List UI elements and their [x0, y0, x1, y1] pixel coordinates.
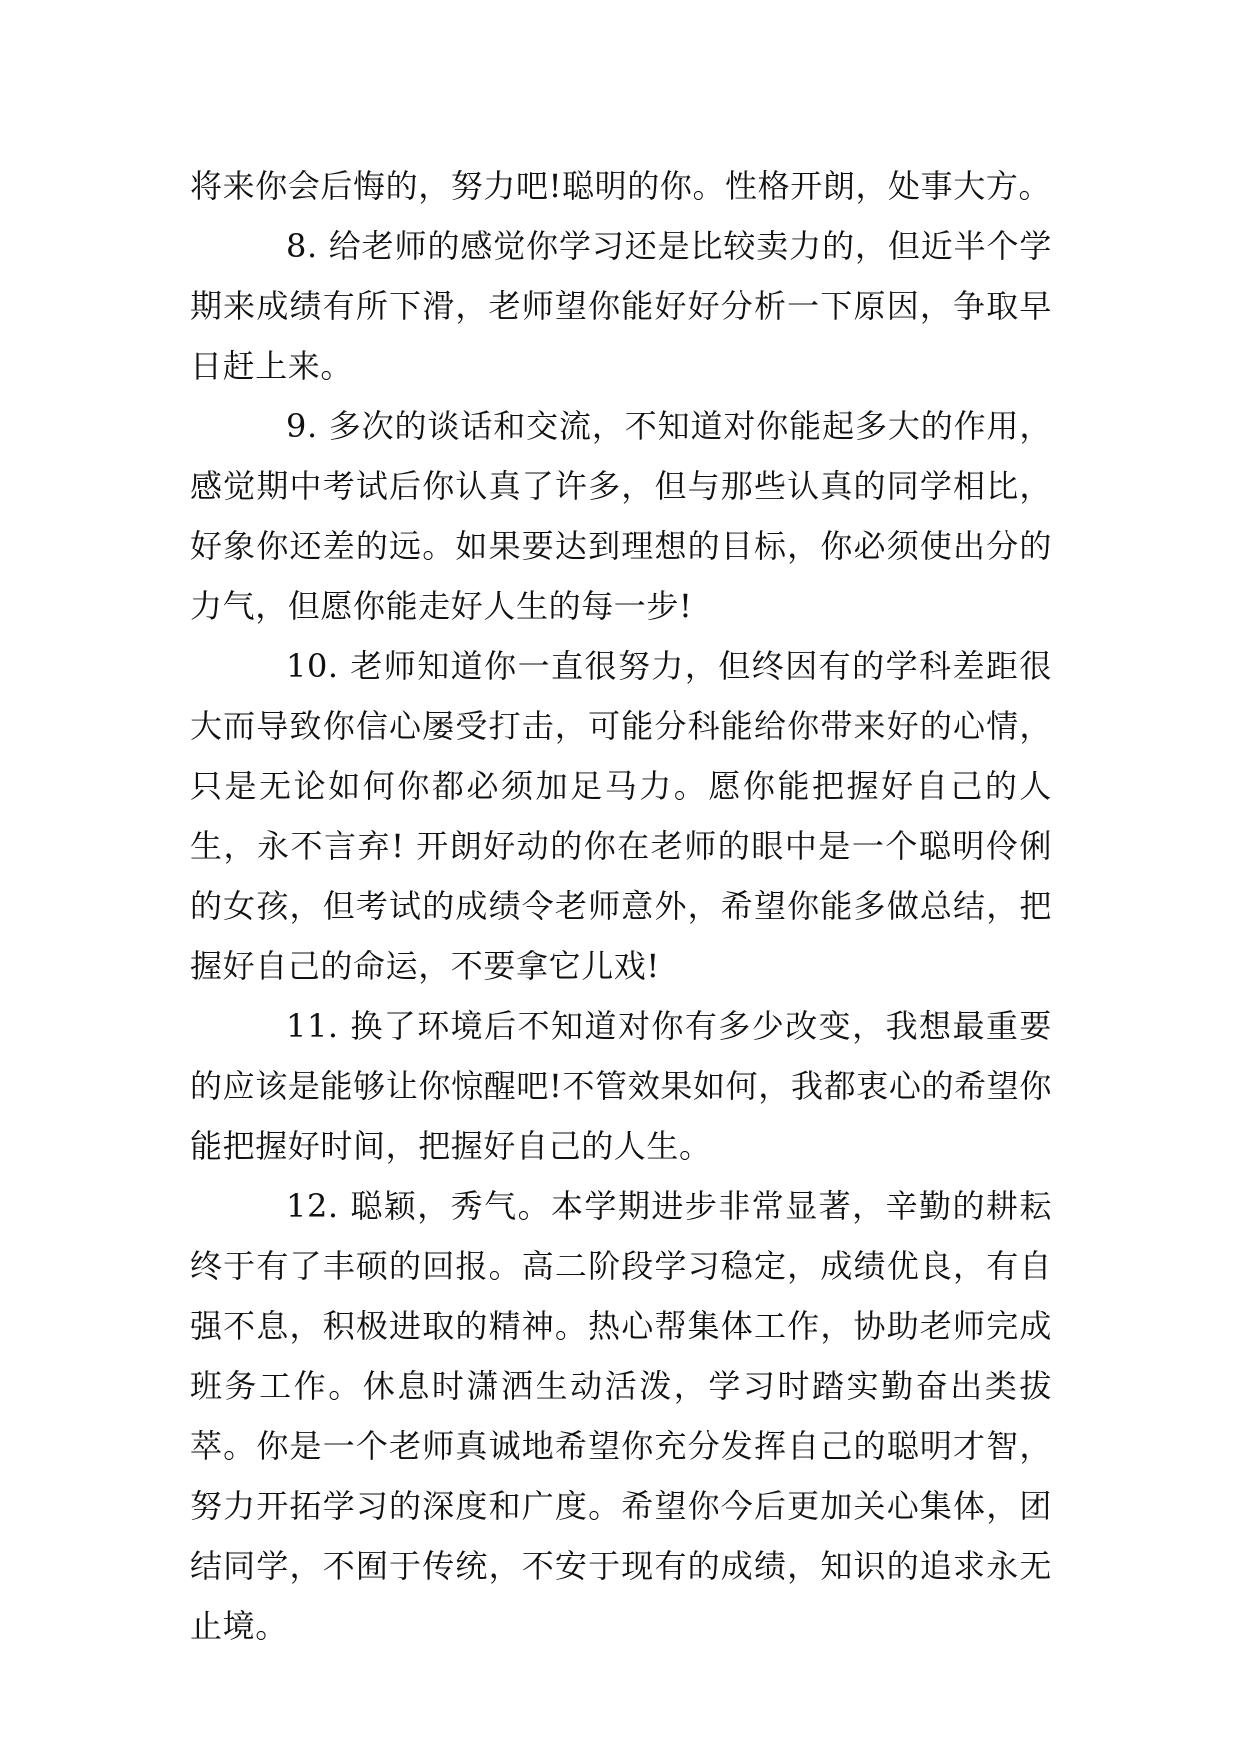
paragraph-continued: 将来你会后悔的，努力吧!聪明的你。性格开朗，处事大方。 — [190, 167, 1052, 205]
paragraph-item-11: 11. 换了环境后不知道对你有多少改变，我想最重要的应该是能够让你惊醒吧!不管效果如何，我都衷心的希望你能把握好时间，把握好自己的人生。 — [190, 1007, 1052, 1165]
paragraph-item-10: 10. 老师知道你一直很努力，但终因有的学科差距很大而导致你信心屡受打击，可能分科能给你带来好的心情，只是无论如何你都必须加足马力。愿你能把握好自己的人生，永不言弃! 开朗好动的你在老师的眼中是一个聪明伶俐的女孩，但考试的成绩令老师意外，希望你能多做总结，把握好自己的命运，不要拿它儿戏! — [190, 647, 1052, 985]
document-body — [190, 156, 1052, 1656]
paragraph-item-8: 8. 给老师的感觉你学习还是比较卖力的，但近半个学期来成绩有所下滑，老师望你能好好分析一下原因，争取早日赶上来。 — [190, 227, 1052, 385]
paragraph-item-9: 9. 多次的谈话和交流，不知道对你能起多大的作用，感觉期中考试后你认真了许多，但与那些认真的同学相比，好象你还差的远。如果要达到理想的目标，你必须使出分的力气，但愿你能走好人生的每一步! — [190, 407, 1052, 625]
paragraph-item-12: 12. 聪颖，秀气。本学期进步非常显著，辛勤的耕耘终于有了丰硕的回报。高二阶段学习稳定，成绩优良，有自强不息，积极进取的精神。热心帮集体工作，协助老师完成班务工作。休息时潇洒生动活泼，学习时踏实勤奋出类拔萃。你是一个老师真诚地希望你充分发挥自己的聪明才智，努力开拓学习的深度和广度。希望你今后更加关心集体，团结同学，不囿于传统，不安于现有的成绩，知识的追求永无止境。 — [190, 1187, 1052, 1645]
